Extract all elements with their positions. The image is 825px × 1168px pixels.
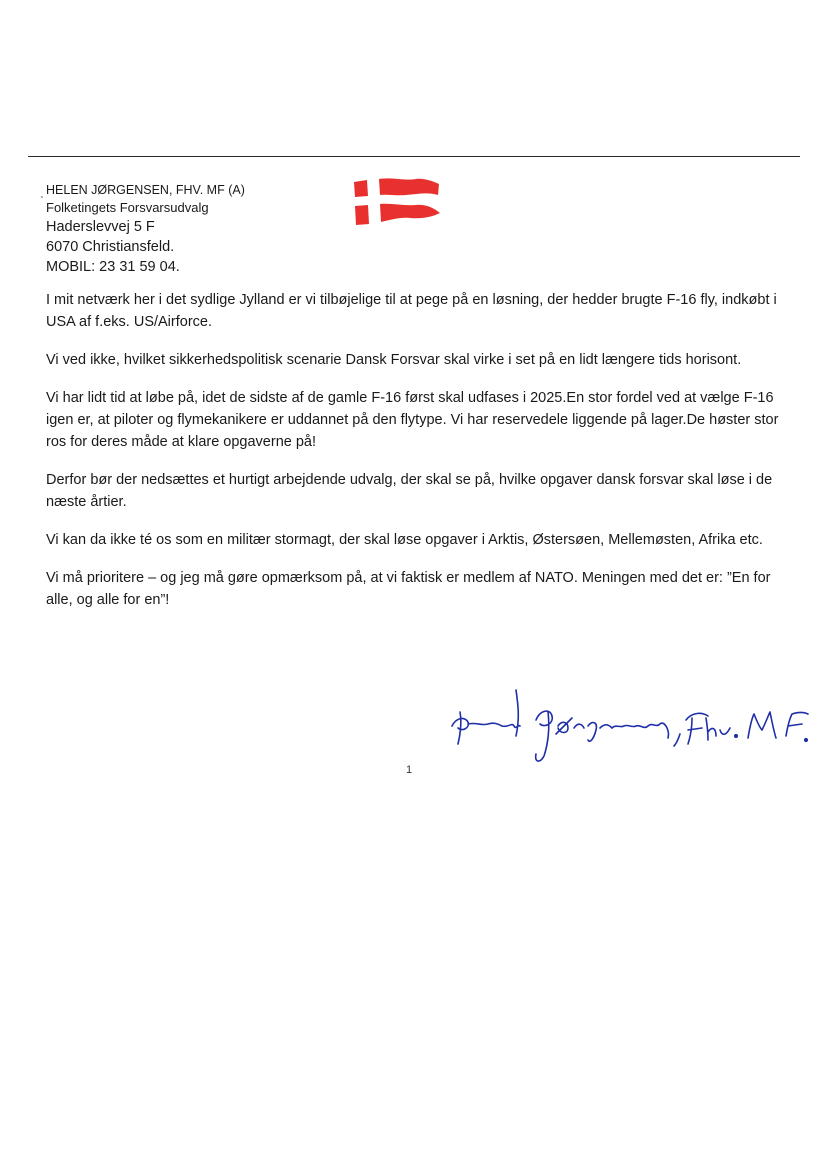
sender-mobile: MOBIL: 23 31 59 04. [46,259,180,275]
paragraph-2: Vi ved ikke, hvilket sikkerhedspolitisk scenarie Dansk Forsvar skal virke i set på en lidt længere tids horisont. [46,352,742,368]
handwritten-signature [440,678,810,778]
letter-body [46,289,798,627]
paragraph-5: Vi kan da ikke té os som en militær stormagt, der skal løse opgaver i Arktis, Østersøen, Mellemøsten, Afrika etc. [46,532,763,548]
sender-block [46,181,245,277]
sender-city: 6070 Christiansfeld. [46,239,175,255]
danish-flag-icon [352,176,442,226]
paragraph-3: Vi har lidt tid at løbe på, idet de sidste af de gamle F-16 først skal udfases i 2025.En stor fordel ved at vælge F-16 igen er, at piloter og flymekanikere er uddannet på den flytype. Vi har reservedele liggende på lager.De høster stor ros for deres måde at klare opgaverne på! [46,390,779,450]
sender-committee: Folketingets Forsvarsudvalg [46,200,209,215]
paragraph-4: Derfor bør der nedsættes et hurtigt arbejdende udvalg, der skal se på, hvilke opgaver dansk forsvar skal løse i de næste årtier. [46,472,773,510]
page-number: 1 [406,764,413,776]
scan-speck [41,196,43,198]
paragraph-6: Vi må prioritere – og jeg må gøre opmærksom på, at vi faktisk er medlem af NATO. Meningen med det er: ”En for alle, og alle for en”! [46,570,771,608]
sender-name: HELEN JØRGENSEN, FHV. MF (A) [46,183,245,197]
sender-street: Haderslevvej 5 F [46,219,155,235]
header-rule [28,156,800,157]
paragraph-1: I mit netværk her i det sydlige Jylland er vi tilbøjelige til at pege på en løsning, der hedder brugte F-16 fly, indkøbt i USA af f.eks. US/Airforce. [46,292,777,330]
